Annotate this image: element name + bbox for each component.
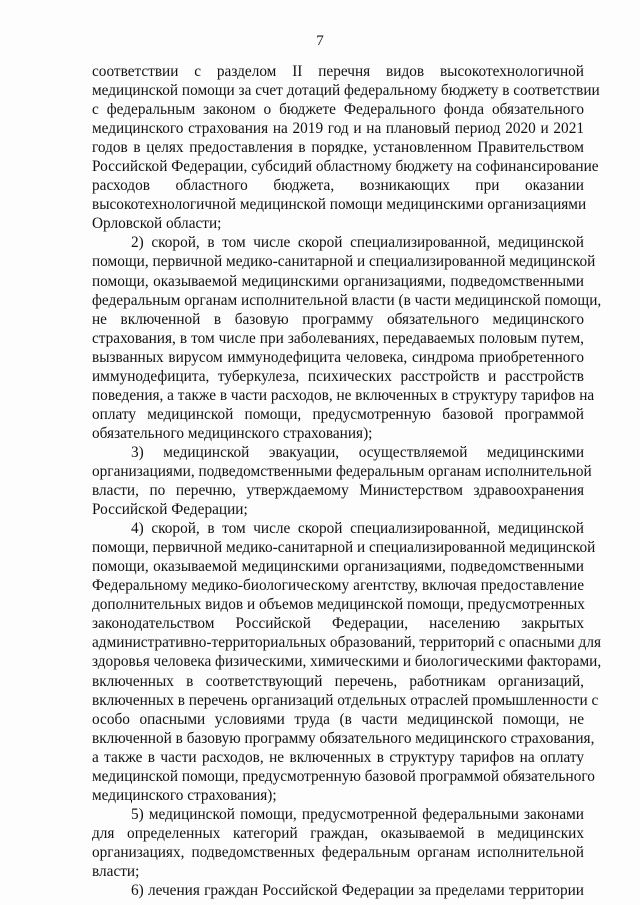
text-line: Российской Федерации; <box>92 501 248 519</box>
paragraph-item-2 <box>92 233 602 443</box>
text-line: включенной в базовую программу обязательного медицинского страхования, <box>92 729 595 747</box>
text-line: 3) медицинской эвакуации, осуществляемой медицинскими <box>131 443 584 461</box>
text-line: годов в целях предоставления в порядке, установленном Правительством <box>92 139 584 157</box>
text-line: не включенной в базовую программу обязательного медицинского <box>92 310 584 328</box>
text-line: для определенных категорий граждан, оказываемой в медицинских <box>92 824 584 842</box>
paragraph-item-3 <box>92 443 592 519</box>
text-line: медицинской помощи, предусмотренную базовой программой обязательного <box>92 767 595 785</box>
text-line: медицинского страхования на 2019 год и на плановый период 2020 и 2021 <box>92 120 584 138</box>
paragraph-item-5 <box>92 805 584 881</box>
text-line: помощи, оказываемой медицинскими организациями, подведомственными <box>92 558 584 576</box>
text-line: включенных в перечень организаций отдельных отраслей промышленности с <box>92 691 599 709</box>
text-line: 2) скорой, в том числе скорой специализированной, медицинской <box>131 234 584 252</box>
text-line: дополнительных видов и объемов медицинской помощи, предусмотренных <box>92 596 585 614</box>
text-line: организациями, подведомственными федеральным органам исполнительной <box>92 462 592 480</box>
text-line: оплату медицинской помощи, предусмотренную базовой программой <box>92 405 584 423</box>
text-line: власти, по перечню, утверждаемому Министерством здравоохранения <box>92 482 584 500</box>
text-line: расходов областного бюджета, возникающих при оказании <box>92 177 584 195</box>
text-line: Орловской области; <box>92 215 222 233</box>
text-line: с федеральным законом о бюджете Федерального фонда обязательного <box>92 101 584 119</box>
text-line: вызванных вирусом иммунодефицита человека, синдрома приобретенного <box>92 348 584 366</box>
text-line: помощи, первичной медико-санитарной и специализированной медицинской <box>92 253 596 271</box>
text-line: высокотехнологичной медицинской помощи медицинскими организациями <box>92 196 587 214</box>
text-line: помощи, первичной медико-санитарной и специализированной медицинской <box>92 539 596 557</box>
text-line: помощи, оказываемой медицинскими организациями, подведомственными <box>92 272 584 290</box>
text-line: Федеральному медико-биологическому агентству, включая предоставление <box>92 577 584 595</box>
text-line: 4) скорой, в том числе скорой специализированной, медицинской <box>131 520 584 538</box>
text-line: включенных в соответствующий перечень, работникам организаций, <box>92 672 584 690</box>
text-line: поведения, а также в части расходов, не включенных в структуру тарифов на <box>92 386 595 404</box>
text-line: соответствии с разделом II перечня видов высокотехнологичной <box>92 63 584 80</box>
text-line: а также в части расходов, не включенных в структуру тарифов на оплату <box>92 748 584 766</box>
paragraph-item-4 <box>92 519 602 805</box>
text-line: Российской Федерации, субсидий областному бюджету на софинансирование <box>92 158 599 176</box>
text-line: медицинского страхования); <box>92 786 277 804</box>
text-line: власти; <box>92 862 140 880</box>
page-number: 7 <box>316 33 324 49</box>
text-line: здоровья человека физическими, химическими и биологическими факторами, <box>92 653 602 671</box>
document-body <box>92 62 602 900</box>
text-line: 5) медицинской помощи, предусмотренной федеральными законами <box>131 805 584 823</box>
text-line: организациях, подведомственных федеральным органам исполнительной <box>92 843 584 861</box>
paragraph-item-6 <box>92 881 584 900</box>
text-line: федеральным органам исполнительной власти (в части медицинской помощи, <box>92 291 602 309</box>
text-line: законодательством Российской Федерации, населению закрытых <box>92 615 584 633</box>
text-line: иммунодефицита, туберкулеза, психических расстройств и расстройств <box>92 367 584 385</box>
text-line: 6) лечения граждан Российской Федерации за пределами территории <box>131 882 584 900</box>
text-line: административно-территориальных образований, территорий с опасными для <box>92 634 601 652</box>
text-line: страхования, в том числе при заболеваниях, передаваемых половым путем, <box>92 329 584 347</box>
paragraph-continuation <box>92 62 600 233</box>
text-line: особо опасными условиями труда (в части медицинской помощи, не <box>92 710 584 728</box>
text-line: обязательного медицинского страхования); <box>92 424 373 442</box>
text-line: медицинской помощи за счет дотаций федеральному бюджету в соответствии <box>92 82 600 100</box>
